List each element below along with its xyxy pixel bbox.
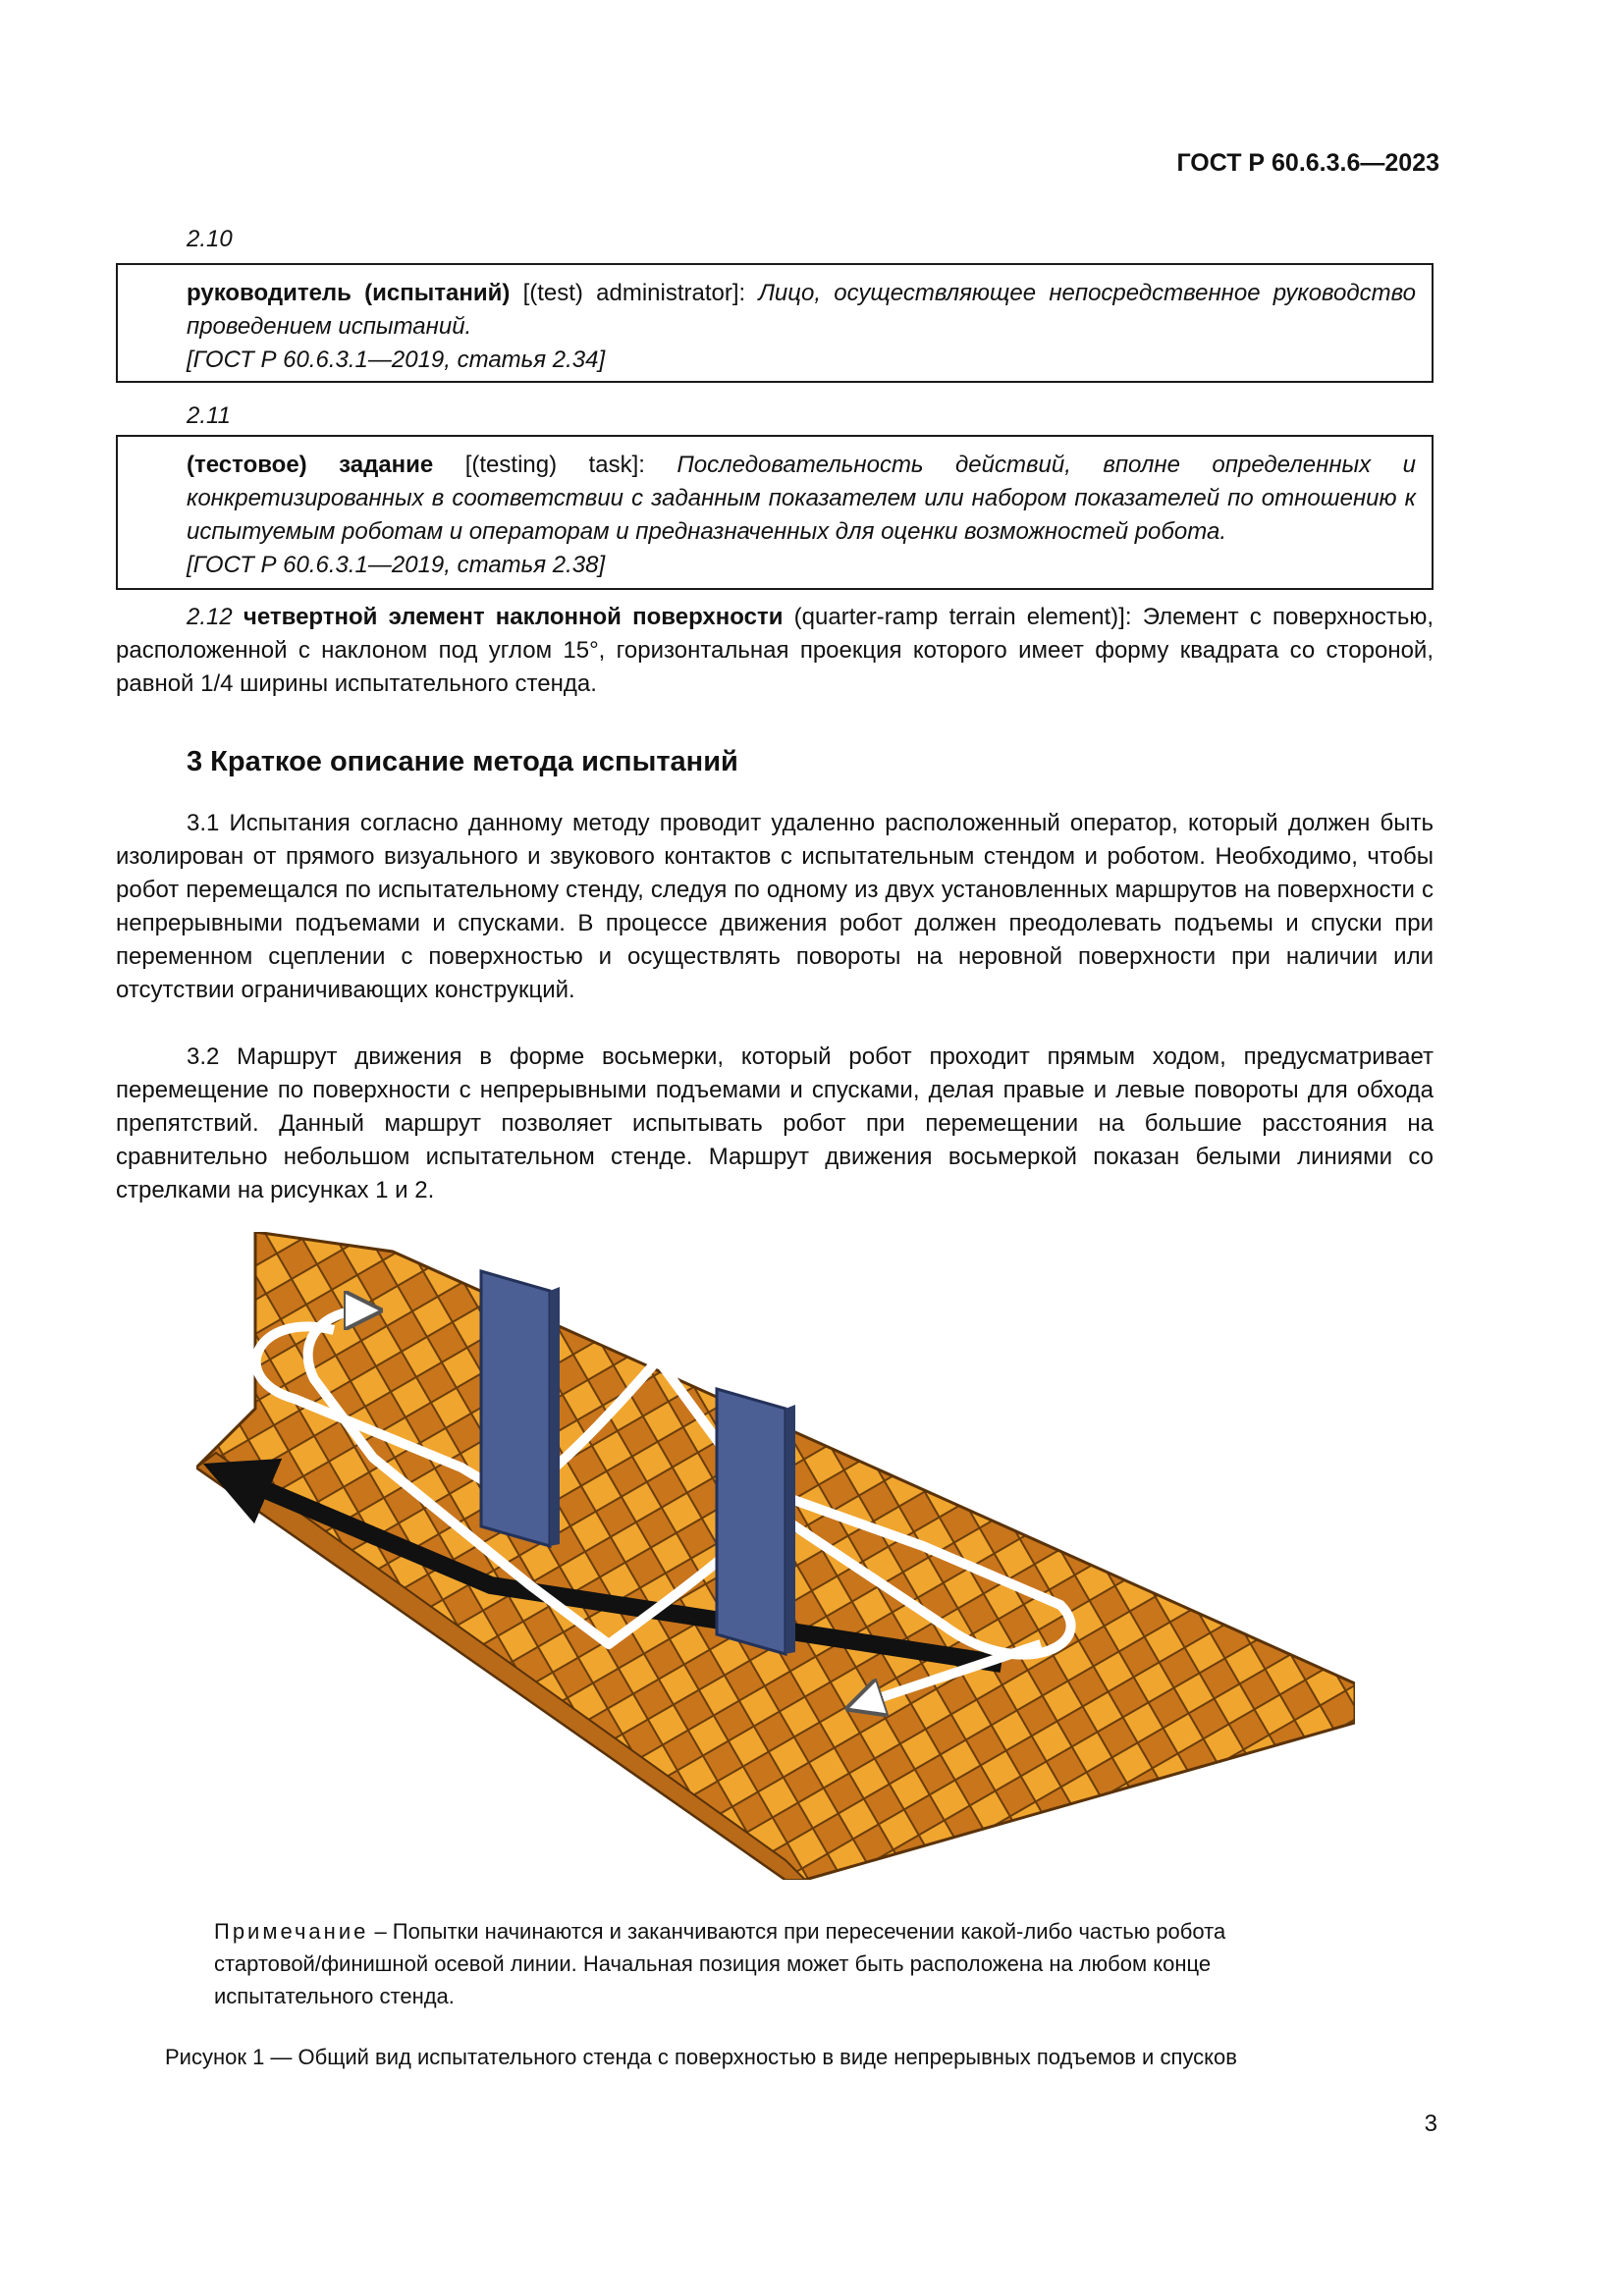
obstacle-panel xyxy=(717,1389,785,1654)
term-title: (тестовое) задание xyxy=(187,452,434,478)
term-paragraph xyxy=(116,601,1434,701)
term-title: руководитель (испытаний) xyxy=(187,280,511,306)
term-number: 2.10 xyxy=(187,226,233,252)
term-source: [ГОСТ Р 60.6.3.1—2019, статья 2.38] xyxy=(187,552,606,578)
section-heading: 3 Краткое описание метода испытаний xyxy=(187,746,738,777)
term-title: четвертной элемент наклонной поверхности xyxy=(243,604,784,630)
term-english: [(test) administrator]: xyxy=(510,280,759,306)
paragraph xyxy=(116,807,1434,1007)
test-stand-illustration xyxy=(196,1232,1355,1880)
obstacle-panel xyxy=(481,1271,550,1546)
term-definition: Последовательность действий, вполне определенных и конкретизированных в соответствии с заданным показателем или набором показателей по отношению к испытуемым роботам и операторам и предназначенных для оценки возможностей робота. xyxy=(187,452,1416,545)
paragraph-text: 3.2 Маршрут движения в форме восьмерки, который робот проходит прямым ходом, предусматривает перемещение по поверхности с непрерывными подъемами и спусками, делая правые и левые повороты для обхода препятствий. Данный маршрут позволяет испытывать робот при перемещении на большие расстояния на сравнительно небольшом испытательном стенде. Маршрут движения восьмеркой показан белыми линиями со стрелками на рисунках 1 и 2. xyxy=(116,1043,1434,1203)
paragraph-text: 3.1 Испытания согласно данному методу проводит удаленно расположенный оператор, который должен быть изолирован от прямого визуального и звукового контактов с испытательным стендом и роботом. Необходимо, чтобы робот перемещался по испытательному стенду, следуя по одному из двух установленных маршрутов на поверхности с непрерывными подъемами и спусками. В процессе движения робот должен преодолевать подъемы и спуски при переменном сцеплении с поверхностью и осуществлять повороты на неровной поверхности при наличии или отсутствии ограничивающих конструкций. xyxy=(116,810,1434,1003)
term-definition: Лицо, осуществляющее непосредственное руководство проведением испытаний. xyxy=(187,280,1416,340)
note-label: Примечание xyxy=(214,1919,369,1944)
note-text: – Попытки начинаются и заканчиваются при пересечении какой-либо частью робота стартовой/финишной осевой линии. Начальная позиция может быть расположена на любом конце испытательного стенда. xyxy=(214,1919,1226,2008)
figure-note xyxy=(214,1915,1333,2012)
page-number: 3 xyxy=(1424,2110,1437,2137)
figure-caption: Рисунок 1 — Общий вид испытательного стенда с поверхностью в виде непрерывных подъемов и спусков xyxy=(165,2045,1237,2069)
term-english: [(testing) task]: xyxy=(433,452,677,478)
paragraph xyxy=(116,1041,1434,1207)
term-number: 2.11 xyxy=(187,402,231,429)
term-text: (quarter-ramp terrain element)]: Элемент с поверхностью, расположенной с наклоном под углом 15°, горизонтальная проекция которого имеет форму квадрата со стороной, равной 1/4 ширины испытательного стенда. xyxy=(116,604,1434,697)
standard-code: ГОСТ Р 60.6.3.6—2023 xyxy=(1176,149,1439,177)
term-source: [ГОСТ Р 60.6.3.1—2019, статья 2.34] xyxy=(187,347,606,373)
term-box xyxy=(116,435,1434,590)
term-number: 2.12 xyxy=(187,604,233,630)
term-box xyxy=(116,263,1434,383)
